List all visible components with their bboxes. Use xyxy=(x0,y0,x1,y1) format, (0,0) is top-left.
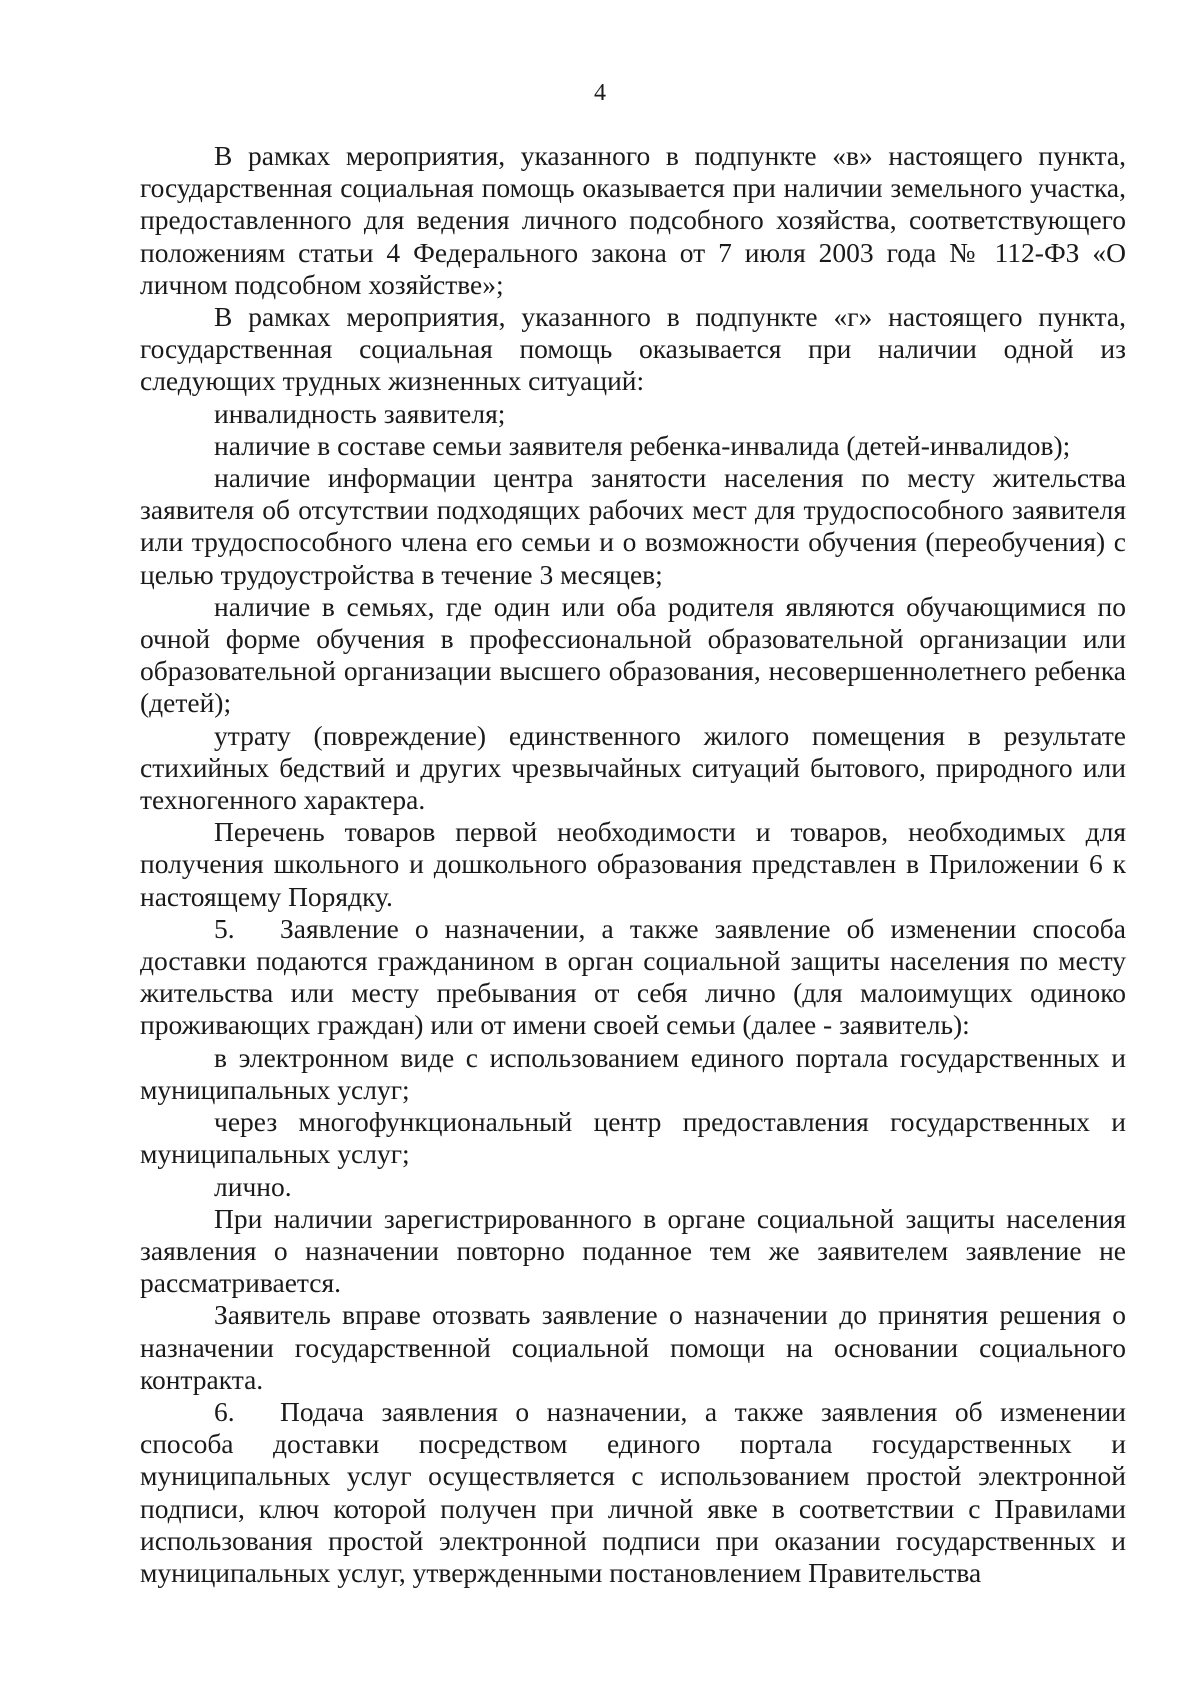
paragraph: лично. xyxy=(214,1170,292,1202)
paragraph: При наличии зарегистрированного в органе социальной защиты населения заявления о назначении повторно поданное тем же заявителем заявление не рассматривается. xyxy=(140,1202,1126,1299)
paragraph: В рамках мероприятия, указанного в подпункте «в» настоящего пункта, государственная социальная помощь оказывается при наличии земельного участка, предоставленного для ведения личного подсобного хозяйства, соответствующего положениям статьи 4 Федерального закона от 7 июля 2003 года № 112-ФЗ «О личном подсобном хозяйстве»; xyxy=(140,140,1126,300)
paragraph: наличие информации центра занятости населения по месту жительства заявителя об отсутствии подходящих рабочих мест для трудоспособного заявителя или трудоспособного члена его семьи и о возможности обучения (переобучения) с целью трудоустройства в течение 3 месяцев; xyxy=(140,462,1126,590)
paragraph: в электронном виде с использованием единого портала государственных и муниципальных услуг; xyxy=(140,1041,1126,1105)
paragraph: утрату (повреждение) единственного жилого помещения в результате стихийных бедствий и других чрезвычайных ситуаций бытового, природного или техногенного характера. xyxy=(140,719,1126,816)
paragraph: наличие в составе семьи заявителя ребенка-инвалида (детей-инвалидов); xyxy=(214,429,1071,461)
paragraph: В рамках мероприятия, указанного в подпункте «г» настоящего пункта, государственная социальная помощь оказывается при наличии одной из следующих трудных жизненных ситуаций: xyxy=(140,301,1126,397)
paragraph-number: 6. xyxy=(214,1395,235,1427)
paragraph: Перечень товаров первой необходимости и товаров, необходимых для получения школьного и дошкольного образования представлен в Приложении 6 к настоящему Порядку. xyxy=(140,816,1126,912)
page-number: 4 xyxy=(594,80,606,106)
numbered-paragraph: 6. Подача заявления о назначении, а также заявления об изменении способа доставки посредством единого портала государственных и муниципальных услуг осуществляется с использованием простой электронной подписи, ключ которой получен при личной явке в соответствии с Правилами использования простой электронной подписи при оказании государственных и муниципальных услуг, утвержденными постановлением Правительства xyxy=(140,1395,1126,1588)
numbered-paragraph: 5. Заявление о назначении, а также заявление об изменении способа доставки подаются гражданином в орган социальной защиты населения по месту жительства или месту пребывания от себя лично (для малоимущих одиноко проживающих граждан) или от имени своей семьи (далее - заявитель): xyxy=(140,912,1126,1041)
paragraph-number: 5. xyxy=(214,912,235,944)
document-body xyxy=(140,140,1126,1589)
paragraph: через многофункциональный центр предоставления государственных и муниципальных услуг; xyxy=(140,1106,1126,1170)
paragraph: наличие в семьях, где один или оба родителя являются обучающимися по очной форме обучения в профессиональной образовательной организации или образовательной организации высшего образования, несовершеннолетнего ребенка (детей); xyxy=(140,590,1126,719)
paragraph: Заявитель вправе отозвать заявление о назначении до принятия решения о назначении государственной социальной помощи на основании социального контракта. xyxy=(140,1299,1126,1395)
paragraph: инвалидность заявителя; xyxy=(214,397,506,429)
